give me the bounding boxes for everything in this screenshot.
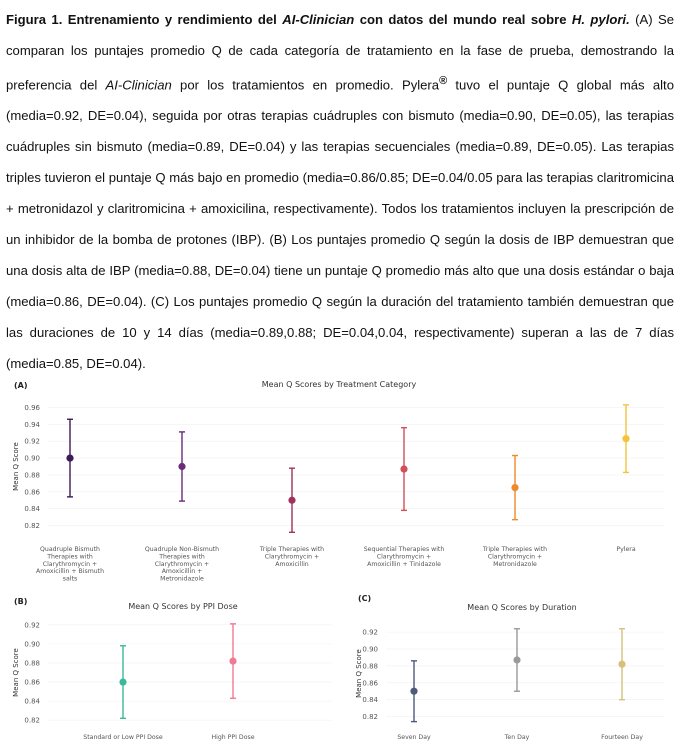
y-axis-label: Mean Q Score [12,648,20,697]
y-tick-label: 0.92 [24,621,40,630]
y-tick-label: 0.82 [362,713,378,722]
y-tick-label: 0.94 [24,420,40,429]
mean-point [400,465,407,472]
y-tick-label: 0.86 [24,488,40,497]
y-tick-label: 0.92 [362,628,378,637]
caption-seg1: (A) Se comparan los puntajes promedio Q de cada categoría de tratamiento en la fase de prueba, demostrando la preferencia del [6,12,675,93]
x-tick-label: Seven Day [397,734,431,741]
x-tick-label: Clarythromycin + [264,553,320,561]
y-tick-label: 0.90 [24,640,40,649]
mean-point [410,688,417,695]
y-tick-label: 0.96 [24,403,40,412]
y-tick-label: 0.88 [24,659,40,668]
caption-title-pre: Entrenamiento y rendimiento del [62,12,283,27]
x-tick-label: Therapies with [159,553,205,561]
y-tick-label: 0.86 [362,679,378,688]
y-tick-label: 0.84 [24,505,40,514]
panel-a-chart [12,380,664,583]
y-tick-label: 0.82 [24,716,40,725]
chart-title: Mean Q Scores by PPI Dose [128,602,238,611]
y-tick-label: 0.84 [362,696,378,705]
chart-title: Mean Q Scores by Treatment Category [261,380,417,389]
caption-seg3: tuvo el puntaje Q global más alto (media=0.92, DE=0.04), seguida por otras terapias cuádruples con bismuto (media=0.90, DE=0.05), las terapias cuádruples sin bismuto (media=0.89, DE=0.04) y las terapias secuenciales (media=0.89, DE=0.05). Las terapias triples tuvieron el puntaje Q más bajo en promedio (media=0.86/0.85; DE=0.04/0.05 para las terapias claritromicina + metronidazol y claritromicina + amoxicilina, respectivamente). Todos los tratamientos incluyen la prescripción de un inhibidor de la bomba de protones (IBP). (B) Los puntajes promedio Q según la dosis de IBP demuestran que una dosis alta de IBP (media=0.88, DE=0.04) tiene un puntaje Q promedio más alto que una dosis estándar o baja (media=0.86, DE=0.04). (C) Los puntajes promedio Q según la duración del tratamiento también demuestran que las duraciones de 10 y 14 días (media=0.89,0.88; DE=0.04,0.04, respectivamente) superan a las de 7 días (media=0.85, DE=0.04). [6,77,674,372]
x-tick-label: Ten Day [504,734,530,741]
x-tick-label: Sequential Therapies with [363,546,445,553]
x-tick-label: Clarythromycin + [42,560,98,568]
mean-point [229,657,236,664]
y-tick-label: 0.82 [24,522,40,531]
caption-seg1-em: AI-Clinician [105,77,172,93]
y-tick-label: 0.90 [362,645,378,654]
mean-point [66,454,73,461]
x-tick-label: Quadruple Bismuth [40,546,100,553]
x-tick-label: Amoxicillin + Bismuth [35,568,105,576]
caption-title-em2: H. pylori. [571,12,630,27]
caption-label: Figura 1. [6,12,63,27]
x-tick-label: Amoxicillin + [161,568,203,576]
panel-label: (A) [14,381,28,390]
y-tick-label: 0.90 [24,454,40,463]
mean-point [511,484,518,491]
y-tick-label: 0.86 [24,678,40,687]
x-tick-label: Quadruple Non-Bismuth [144,546,220,553]
caption-title-mid: con datos del mundo real sobre [354,12,572,27]
caption-seg2: por los tratamientos en promedio. Pylera [171,77,440,93]
x-tick-label: Metronidazole [160,575,204,583]
panel-b-chart [12,597,332,741]
mean-point [178,463,185,470]
x-tick-label: Therapies with [47,553,93,561]
x-tick-label: Pylera [616,546,636,553]
figure-panels [0,372,682,747]
y-tick-label: 0.88 [362,662,378,671]
x-tick-label: High PPI Dose [211,734,255,741]
panel-label: (C) [358,594,372,603]
x-tick-label: Fourteen Day [601,734,643,741]
x-tick-label: Clarythromycin + [154,560,210,568]
figure-caption [6,4,674,379]
registered-mark: ® [439,75,448,87]
mean-point [622,435,629,442]
chart-title: Mean Q Scores by Duration [467,603,577,612]
panel-c-chart [355,594,664,741]
mean-point [618,661,625,668]
x-tick-label: Clarythromycin + [376,553,432,561]
x-tick-label: Metronidazole [493,560,537,568]
y-tick-label: 0.88 [24,471,40,480]
x-tick-label: Standard or Low PPI Dose [83,734,163,741]
caption-title-em: AI-Clinician [282,12,355,27]
x-tick-label: Triple Therapies with [482,546,548,553]
x-tick-label: Amoxicillin + Tinidazole [367,560,441,568]
mean-point [513,656,520,663]
x-tick-label: Triple Therapies with [259,546,325,553]
x-tick-label: salts [62,575,78,583]
y-tick-label: 0.84 [24,697,40,706]
x-tick-label: Amoxicillin [275,560,309,568]
x-tick-label: Clarythromycin + [487,553,543,561]
mean-point [119,678,126,685]
y-axis-label: Mean Q Score [355,649,363,698]
y-axis-label: Mean Q Score [12,442,20,491]
y-tick-label: 0.92 [24,437,40,446]
mean-point [288,497,295,504]
panel-label: (B) [14,597,28,606]
